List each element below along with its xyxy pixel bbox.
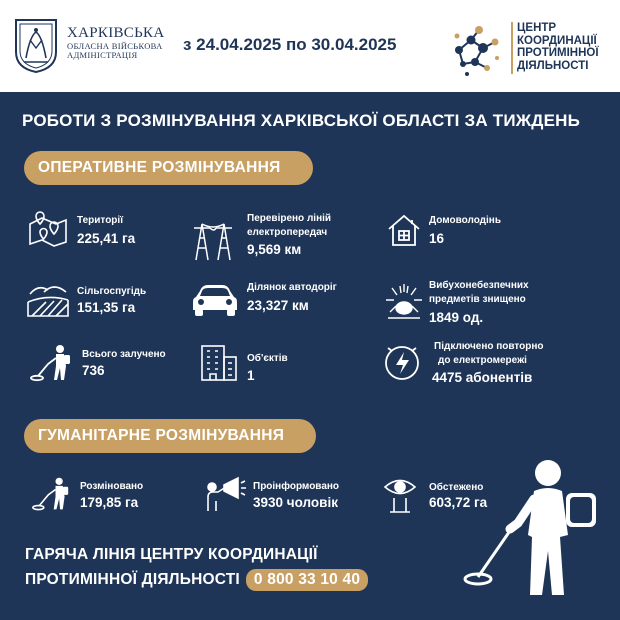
ckpd-line4: ДІЯЛЬНОСТІ — [517, 59, 589, 72]
ckpd-title — [517, 22, 599, 73]
personnel-value: 736 — [82, 363, 105, 378]
personnel-label: Всього залучено — [82, 349, 166, 360]
objects-label: Об'єктів — [247, 353, 288, 364]
oda-line1: ХАРКІВСЬКА — [67, 25, 165, 41]
powerlines-label-line1: Перевірено ліній — [247, 213, 332, 224]
oda-title — [67, 26, 164, 60]
map-pins-icon — [26, 210, 70, 250]
humanitarian-heading: ГУМАНІТАРНЕ РОЗМІНУВАННЯ — [24, 419, 316, 453]
powerlines-label-line2: електропередач — [247, 226, 328, 238]
oda-emblem-icon — [12, 18, 60, 74]
hotline-line1: ГАРЯЧА ЛІНІЯ ЦЕНТРУ КООРДИНАЦІЇ — [25, 546, 318, 563]
hotline-line2: ПРОТИМІННОЇ ДІЯЛЬНОСТІ — [25, 571, 240, 588]
header — [0, 0, 620, 92]
megaphone-icon — [204, 475, 246, 513]
households-label: Домоволодінь — [429, 215, 501, 226]
explosion-icon — [384, 282, 424, 320]
car-icon — [192, 283, 238, 317]
roads-value: 23,327 км — [247, 298, 309, 313]
electricity-icon — [382, 343, 422, 383]
ckpd-line1: ЦЕНТР — [517, 22, 557, 34]
farmland-label: Сільгоспугідь — [77, 286, 147, 297]
date-range: з 24.04.2025 по 30.04.2025 — [183, 35, 397, 54]
operative-heading: ОПЕРАТИВНЕ РОЗМІНУВАННЯ — [24, 151, 313, 185]
ckpd-line3: ПРОТИМІННОЇ — [517, 47, 599, 60]
surveyed-value: 603,72 га — [429, 495, 488, 510]
deminer-illustration-icon — [460, 455, 610, 605]
explosives-value: 1849 од. — [429, 310, 484, 325]
powerlines-label — [247, 212, 331, 239]
explosives-label-line2: предметів знищено — [429, 293, 526, 305]
surveyed-label: Обстежено — [429, 482, 484, 493]
deminer-icon — [32, 476, 70, 512]
demined-value: 179,85 га — [80, 495, 139, 510]
farmland-value: 151,35 га — [77, 300, 136, 315]
informed-label: Проінформовано — [253, 481, 340, 492]
reconnected-label — [434, 340, 544, 367]
roads-label: Ділянок автодоріг — [247, 282, 337, 293]
territories-value: 225,41 га — [77, 231, 136, 246]
deminer-icon — [30, 344, 72, 382]
powerlines-value: 9,569 км — [247, 242, 302, 257]
page-title: РОБОТИ З РОЗМІНУВАННЯ ХАРКІВСЬКОЇ ОБЛАСТІ ЗА ТИЖДЕНЬ — [22, 111, 581, 130]
households-value: 16 — [429, 231, 445, 246]
objects-value: 1 — [247, 368, 255, 383]
territories-label: Території — [77, 215, 124, 226]
explosives-label — [429, 279, 529, 306]
house-icon — [386, 212, 422, 248]
hotline-phone[interactable]: 0 800 33 10 40 — [246, 569, 368, 591]
demined-label: Розміновано — [80, 481, 144, 492]
power-line-icon — [190, 218, 238, 262]
eye-sign-icon — [382, 474, 418, 514]
reconnected-value: 4475 абонентів — [432, 370, 533, 385]
ckpd-logo-icon — [449, 22, 505, 78]
oda-line2: ОБЛАСНА ВІЙСЬКОВА — [67, 40, 163, 51]
reconnected-label-line1: Підключено повторно — [434, 341, 544, 352]
ckpd-line2: КООРДИНАЦІЇ — [517, 34, 597, 47]
hotline-row — [25, 569, 368, 591]
oda-line3: АДМІНІСТРАЦІЯ — [67, 49, 138, 60]
reconnected-label-line2: до електромережі — [438, 354, 527, 366]
building-icon — [199, 343, 239, 381]
informed-value: 3930 чоловік — [253, 495, 338, 510]
ckpd-divider — [511, 22, 513, 74]
explosives-label-line1: Вибухонебезпечних — [429, 280, 529, 291]
farmland-icon — [26, 280, 70, 320]
